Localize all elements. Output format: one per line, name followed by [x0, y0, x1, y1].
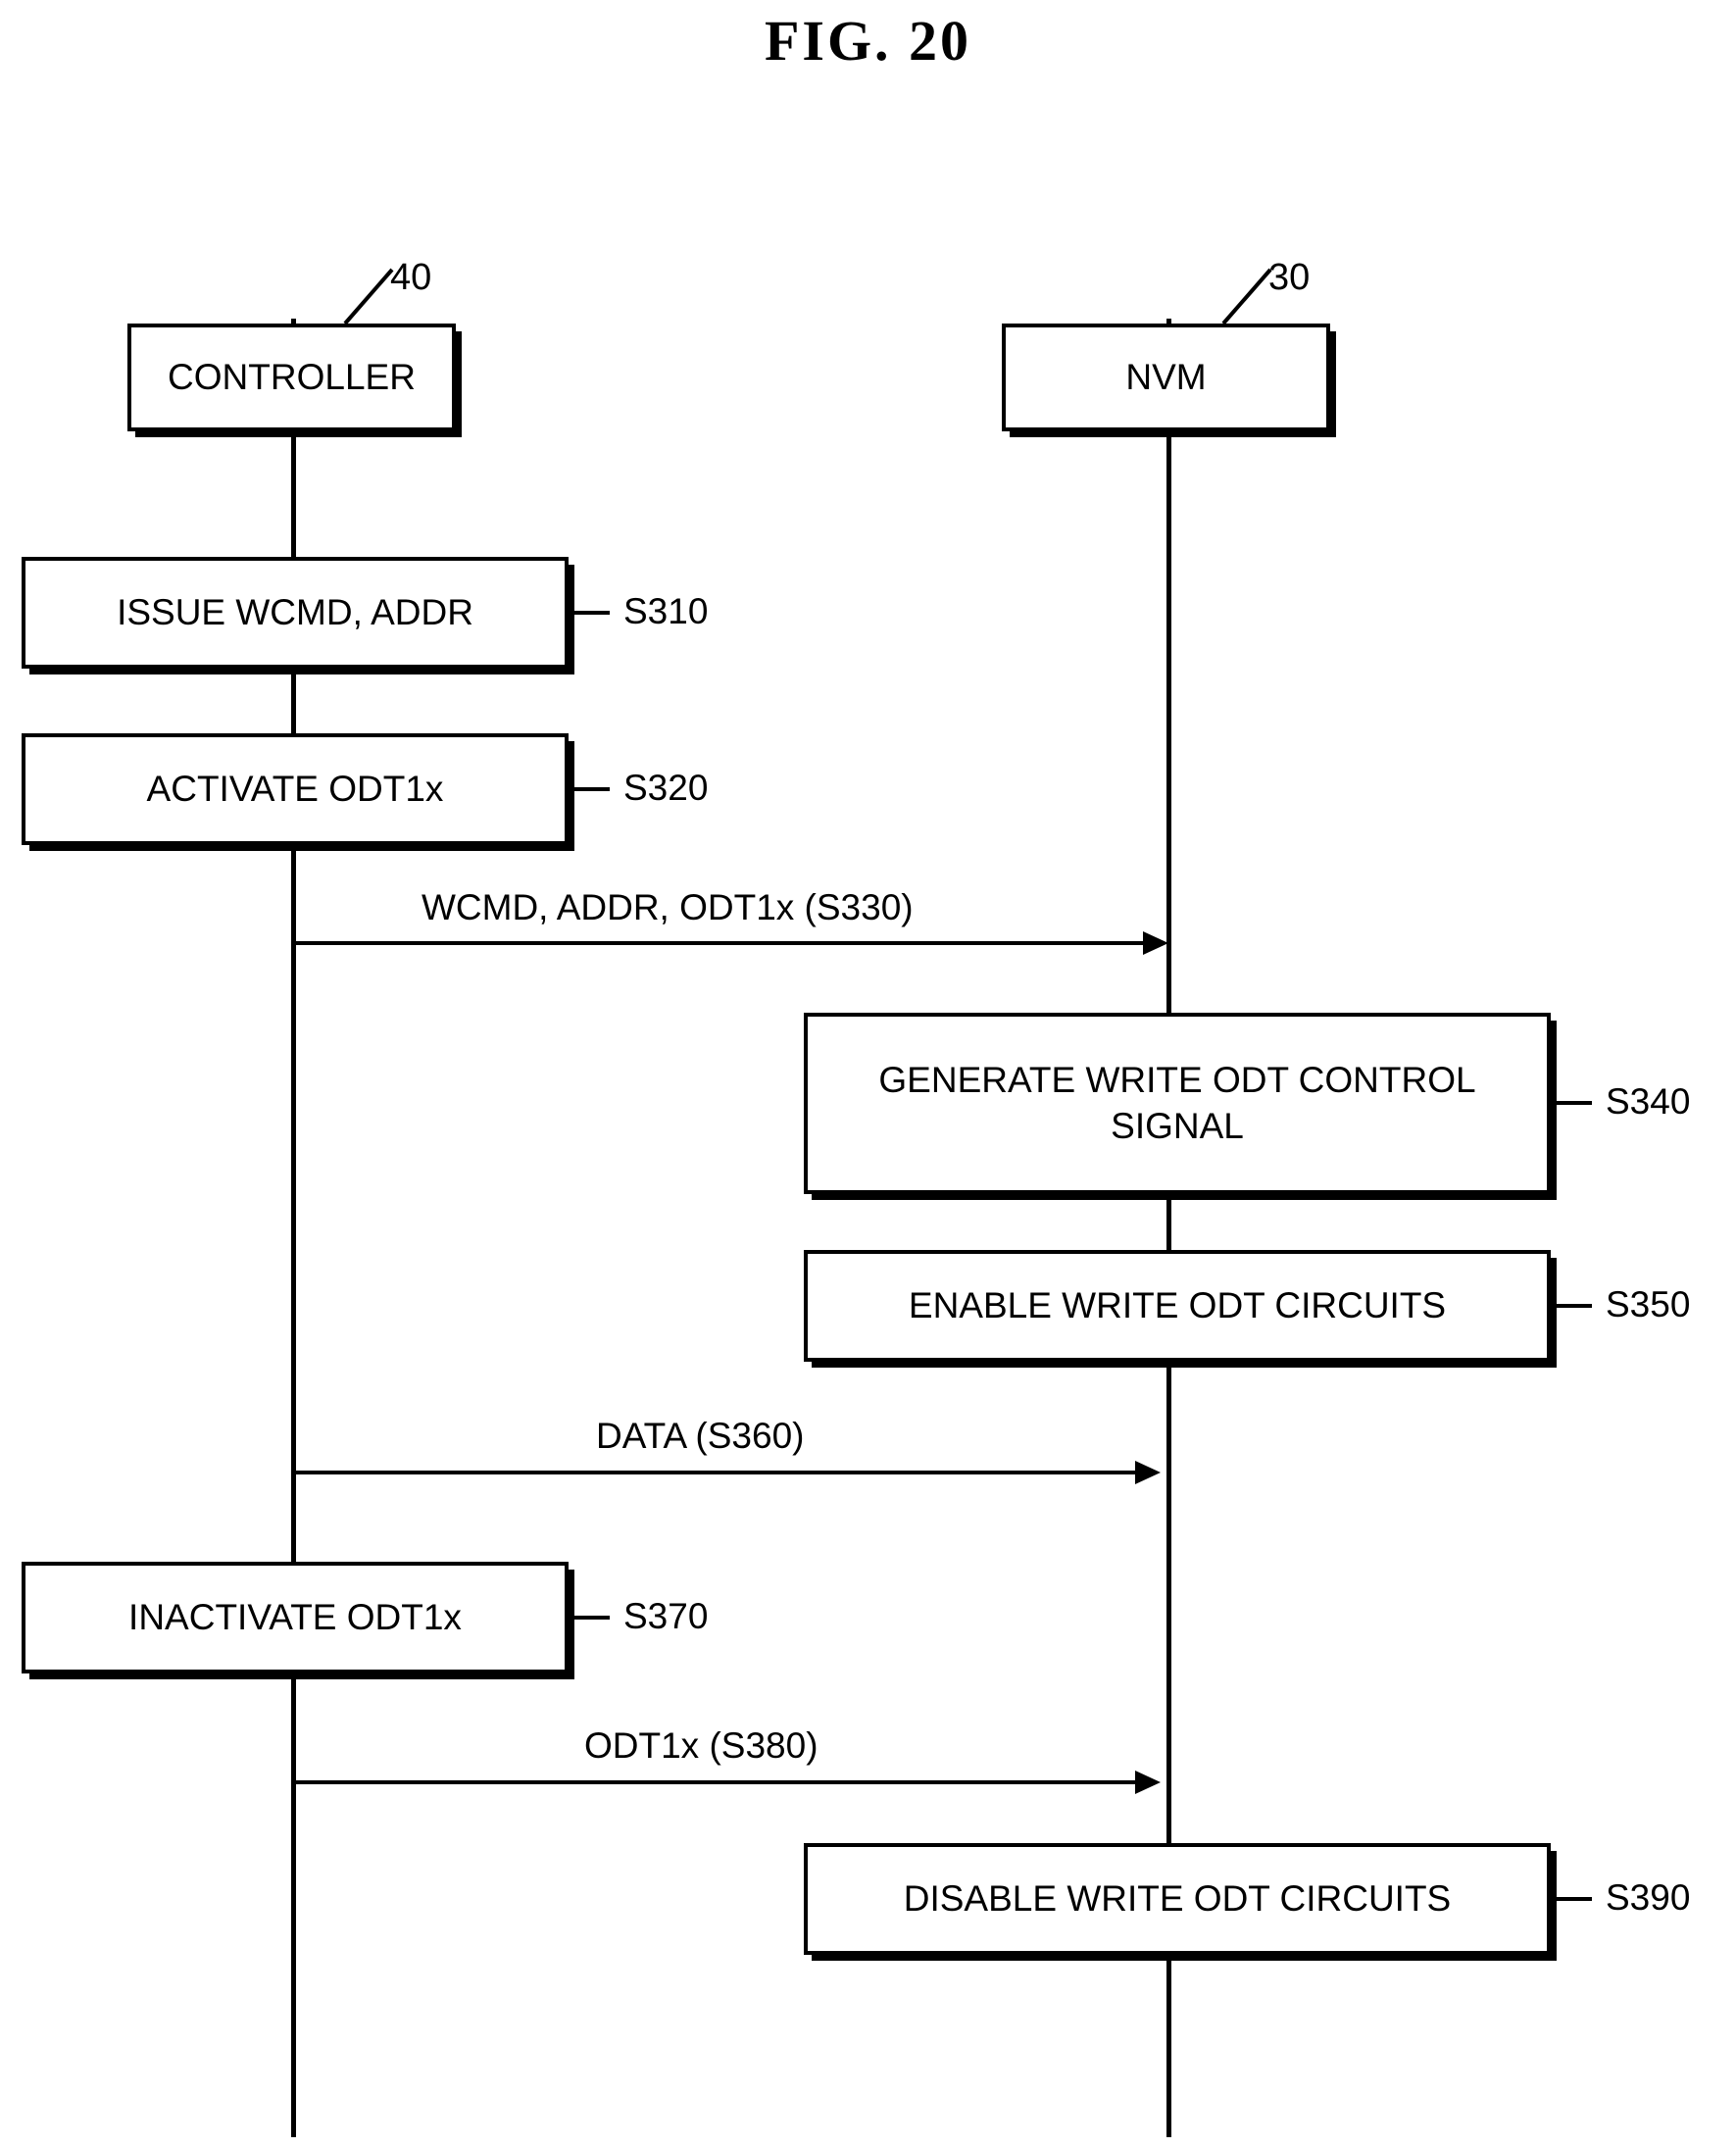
step-label-s310: ISSUE WCMD, ADDR: [117, 591, 473, 632]
step-ref-s390: S390: [1606, 1877, 1691, 1918]
step-label-s320: ACTIVATE ODT1x: [146, 768, 444, 809]
step-ref-s320: S320: [623, 768, 709, 808]
step-label-s340: GENERATE WRITE ODT CONTROL SIGNAL: [878, 1060, 1476, 1146]
figure-title: FIG. 20: [764, 9, 972, 73]
step-box-s350: [804, 1250, 1551, 1362]
actor-controller-label: CONTROLLER: [168, 356, 416, 397]
actor-controller: [127, 324, 456, 431]
actor-nvm-label: NVM: [1125, 356, 1207, 397]
step-box-s340: [804, 1013, 1551, 1194]
message-label-s380: ODT1x (S380): [584, 1725, 818, 1766]
step-box-s390: [804, 1843, 1551, 1955]
step-box-s310: [22, 557, 569, 669]
ref-number-nvm: 30: [1268, 257, 1311, 298]
ref-number-controller: 40: [390, 257, 432, 298]
message-label-s360: DATA (S360): [596, 1416, 805, 1456]
step-label-s370: INACTIVATE ODT1x: [128, 1596, 462, 1637]
step-ref-s340: S340: [1606, 1081, 1691, 1122]
step-ref-s310: S310: [623, 591, 709, 631]
step-label-s390: DISABLE WRITE ODT CIRCUITS: [903, 1877, 1452, 1919]
step-ref-s370: S370: [623, 1596, 709, 1636]
step-box-s370: [22, 1562, 569, 1673]
step-label-s350: ENABLE WRITE ODT CIRCUITS: [908, 1284, 1447, 1325]
step-ref-s350: S350: [1606, 1284, 1691, 1324]
actor-nvm: [1002, 324, 1330, 431]
message-label-s330: WCMD, ADDR, ODT1x (S330): [422, 887, 914, 927]
step-box-s320: [22, 733, 569, 845]
